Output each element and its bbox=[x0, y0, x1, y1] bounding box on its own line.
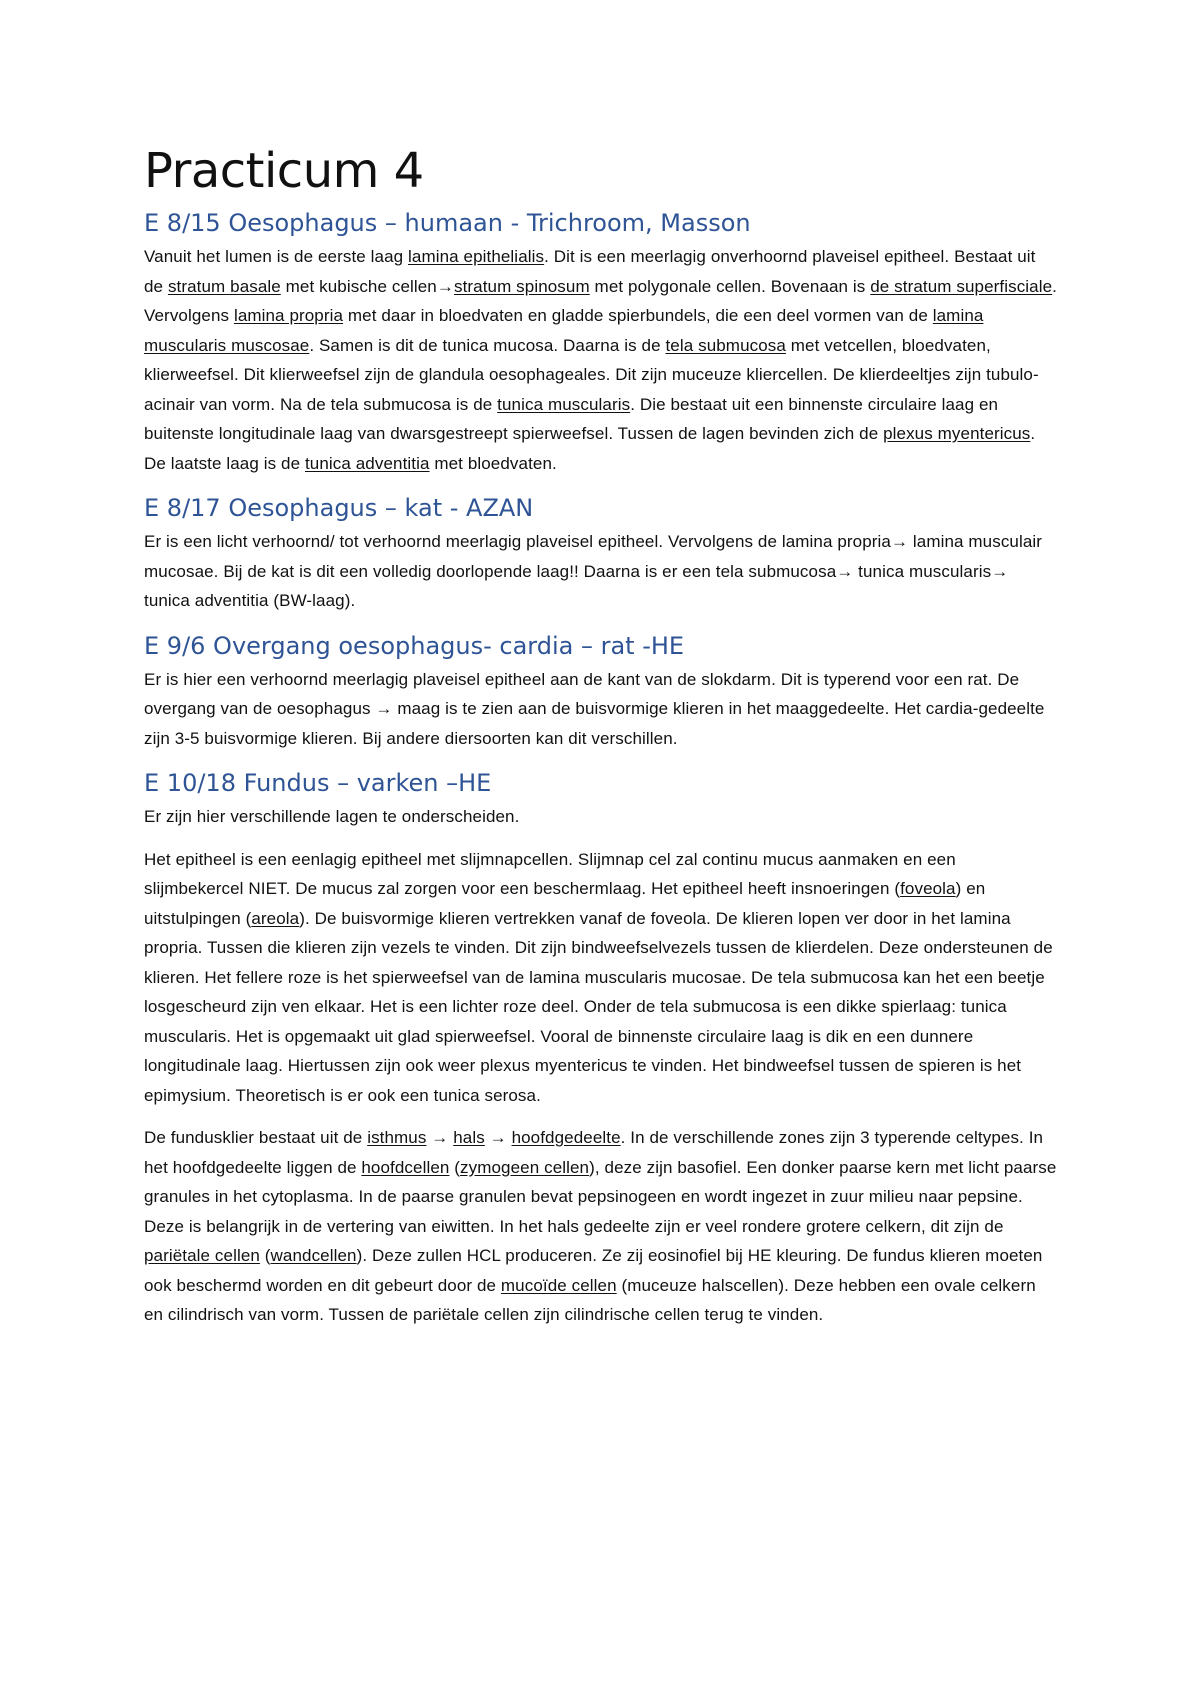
underlined-term: hoofdcellen bbox=[361, 1157, 450, 1177]
text-run: → bbox=[484, 1128, 512, 1147]
underlined-term: lamina propria bbox=[233, 306, 344, 325]
underlined-term: stratum spinosum bbox=[453, 276, 590, 296]
sections-container bbox=[144, 206, 1059, 1330]
text-run: . Die bestaat uit een binnenste circulaire laag en buitenste longitudinale laag van dwarsgestreept spierweefsel. Tussen de lagen bevinden zich de bbox=[144, 394, 999, 443]
underlined-term: wandcellen bbox=[270, 1246, 357, 1265]
text-run: Er zijn hier verschillende lagen te onderscheiden. bbox=[144, 807, 520, 826]
underlined-term: lamina epithelialis bbox=[408, 247, 545, 266]
underlined-term: hoofdgedeelte bbox=[511, 1128, 621, 1147]
underlined-term: foveola bbox=[900, 879, 956, 898]
text-run: met kubische cellen→ bbox=[280, 276, 454, 296]
underlined-term: stratum basale bbox=[167, 276, 281, 296]
section-heading: E 10/18 Fundus – varken –HE bbox=[144, 769, 492, 797]
text-run: . In de verschillende zones zijn 3 typerende celtypes. In het hoofdgedeelte liggen de bbox=[144, 1128, 1044, 1177]
section-paragraph bbox=[144, 802, 1059, 832]
underlined-term: mucoïde cellen bbox=[500, 1275, 617, 1295]
text-run: Er is een licht verhoornd/ tot verhoornd meerlagig plaveisel epitheel. Vervolgens de lamina propria→ lamina musculair mucosae. Bij de kat is dit een volledig doorlopende laag!! Daarna is er een tela submucosa→ tunica muscularis→ tunica adventitia (BW-laag). bbox=[144, 532, 1043, 610]
underlined-term: tunica adventitia bbox=[304, 453, 430, 473]
text-run: ) en uitstulpingen ( bbox=[144, 879, 986, 928]
underlined-term: tela submucosa bbox=[665, 335, 786, 355]
text-run: met daar in bloedvaten en gladde spierbundels, die een deel vormen van de bbox=[343, 306, 933, 325]
text-run: . Samen is dit de tunica mucosa. Daarna is de bbox=[309, 335, 666, 355]
text-run: Er is hier een verhoornd meerlagig plaveisel epitheel aan de kant van de slokdarm. Dit is typerend voor een rat. De overgang van de oesophagus → maag is te zien aan de buisvormige klieren in het maaggedeelte. Het cardia-gedeelte zijn 3-5 buisvormige klieren. Bij andere diersoorten kan dit verschillen. bbox=[144, 669, 1045, 748]
text-run: ), deze zijn basofiel. Een donker paarse kern met licht paarse granules in het cytoplasma. In de paarse granulen bevat pepsinogeen en wordt ingezet in zuur milieu naar pepsine. Deze is belangrijk in de vertering van eiwitten. In het hals gedeelte zijn er veel rondere grotere celkern, dit zijn de bbox=[144, 1157, 1057, 1236]
section-paragraph bbox=[144, 242, 1059, 478]
document-content bbox=[144, 140, 1059, 1343]
text-run: (muceuze halscellen). Deze hebben een ovale celkern en cilindrisch van vorm. Tussen de pariëtale cellen zijn cilindrische cellen terug te vinden. bbox=[144, 1275, 1036, 1324]
page-title: Practicum 4 bbox=[144, 143, 424, 199]
text-run: Vanuit het lumen is de eerste laag bbox=[144, 247, 409, 266]
underlined-term: de stratum superfisciale bbox=[870, 276, 1053, 296]
section-heading: E 9/6 Overgang oesophagus- cardia – rat -HE bbox=[144, 631, 685, 660]
section-paragraph bbox=[144, 527, 1059, 616]
text-run: ). Deze zullen HCL produceren. Ze zij eosinofiel bij HE kleuring. De fundus klieren moeten ook beschermd worden en dit gebeurt door de bbox=[144, 1246, 1043, 1295]
underlined-term: zymogeen cellen bbox=[460, 1157, 590, 1177]
underlined-term: areola bbox=[251, 908, 300, 928]
underlined-term: pariëtale cellen bbox=[144, 1246, 260, 1265]
text-run: De fundusklier bestaat uit de bbox=[144, 1128, 368, 1147]
underlined-term: plexus myentericus bbox=[883, 424, 1031, 443]
text-run: . Vervolgens bbox=[144, 276, 1057, 325]
section-paragraph bbox=[144, 665, 1059, 754]
underlined-term: lamina muscularis muscosae bbox=[144, 306, 984, 355]
text-run: Het epitheel is een eenlagig epitheel met slijmnapcellen. Slijmnap cel zal continu mucus aanmaken en een slijmbekercel NIET. De mucus zal zorgen voor een beschermlaag. Het epitheel heeft insnoeringen ( bbox=[144, 849, 956, 898]
text-run: met bloedvaten. bbox=[429, 453, 557, 473]
underlined-term: isthmus bbox=[367, 1128, 427, 1147]
text-run: ). De buisvormige klieren vertrekken vanaf de foveola. De klieren lopen ver door in het lamina propria. Tussen die klieren zijn vezels te vinden. Dit zijn bindweefselvezels tussen de klierdelen. Deze ondersteunen de klieren. Het fellere roze is het spierweefsel van de lamina muscularis mucosae. De tela submucosa kan het een beetje losgescheurd zijn ven elkaar. Het is een lichter roze deel. Onder de tela submucosa is een dikke spierlaag: tunica muscularis. Het is opgemaakt uit glad spierweefsel. Vooral de binnenste circulaire laag is dik en een dunnere longitudinale laag. Hiertussen zijn ook weer plexus myentericus te vinden. Het bindweefsel tussen de spieren is het epimysium. Theoretisch is er ook een tunica serosa. bbox=[144, 908, 1053, 1105]
underlined-term: hals bbox=[453, 1128, 485, 1147]
underlined-term: tunica muscularis bbox=[497, 394, 631, 414]
text-run: . De laatste laag is de bbox=[144, 424, 1036, 473]
text-run: ( bbox=[449, 1157, 461, 1177]
section-paragraph bbox=[144, 845, 1059, 1111]
text-run: met polygonale cellen. Bovenaan is bbox=[589, 276, 871, 296]
text-run: → bbox=[426, 1128, 454, 1147]
section-heading: E 8/17 Oesophagus – kat - AZAN bbox=[144, 494, 534, 522]
section-heading: E 8/15 Oesophagus – humaan - Trichroom, Masson bbox=[144, 209, 751, 237]
text-run: . Dit is een meerlagig onverhoornd plaveisel epitheel. Bestaat uit de bbox=[144, 247, 1036, 296]
text-run: ( bbox=[259, 1246, 271, 1265]
section-paragraph bbox=[144, 1123, 1059, 1330]
text-run: met vetcellen, bloedvaten, klierweefsel. Dit klierweefsel zijn de glandula oesophageales. Dit zijn muceuze kliercellen. De klierdeeltjes zijn tubulo-acinair van vorm. Na de tela submucosa is de bbox=[144, 335, 1039, 414]
